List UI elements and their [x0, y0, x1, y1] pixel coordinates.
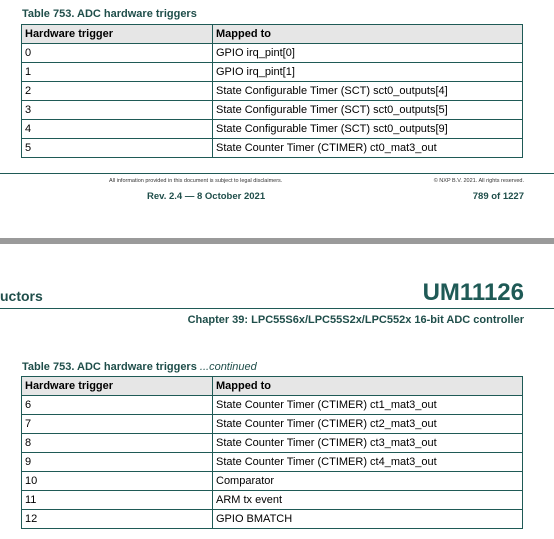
mapped-cell: State Counter Timer (CTIMER) ct4_mat3_out — [213, 453, 523, 472]
trigger-cell: 0 — [22, 44, 213, 63]
column-header-mapped-to: Mapped to — [213, 25, 523, 44]
table-row — [22, 434, 523, 453]
column-header-hardware-trigger: Hardware trigger — [22, 377, 213, 396]
table-row — [22, 453, 523, 472]
mapped-cell: State Configurable Timer (SCT) sct0_outputs[4] — [213, 82, 523, 101]
adc-triggers-table-part2 — [21, 376, 523, 529]
mapped-cell: ARM tx event — [213, 491, 523, 510]
mapped-cell: State Counter Timer (CTIMER) ct0_mat3_out — [213, 139, 523, 158]
table-row — [22, 44, 523, 63]
column-header-mapped-to: Mapped to — [213, 377, 523, 396]
trigger-cell: 8 — [22, 434, 213, 453]
mapped-cell: GPIO irq_pint[0] — [213, 44, 523, 63]
header-chapter: Chapter 39: LPC55S6x/LPC55S2x/LPC552x 16-bit ADC controller — [187, 314, 524, 326]
adc-triggers-table-part1 — [21, 24, 523, 158]
trigger-cell: 12 — [22, 510, 213, 529]
trigger-cell: 6 — [22, 396, 213, 415]
trigger-cell: 9 — [22, 453, 213, 472]
table-caption-continued: ...continued — [199, 361, 257, 373]
table-row — [22, 415, 523, 434]
trigger-cell: 4 — [22, 120, 213, 139]
trigger-cell: 11 — [22, 491, 213, 510]
column-header-hardware-trigger: Hardware trigger — [22, 25, 213, 44]
footer-rule — [0, 173, 554, 174]
table-row — [22, 101, 523, 120]
mapped-cell: State Configurable Timer (SCT) sct0_outputs[5] — [213, 101, 523, 120]
table-row — [22, 510, 523, 529]
table-caption-text: Table 753. ADC hardware triggers — [22, 8, 197, 20]
mapped-cell: Comparator — [213, 472, 523, 491]
footer-revision: Rev. 2.4 — 8 October 2021 — [147, 191, 266, 202]
mapped-cell: State Counter Timer (CTIMER) ct3_mat3_out — [213, 434, 523, 453]
page-break — [0, 238, 554, 244]
footer-copyright: © NXP B.V. 2021. All rights reserved. — [433, 178, 524, 184]
table-row — [22, 491, 523, 510]
header-rule — [0, 308, 554, 309]
table-caption — [22, 8, 197, 20]
mapped-cell: State Counter Timer (CTIMER) ct2_mat3_out — [213, 415, 523, 434]
mapped-cell: State Counter Timer (CTIMER) ct1_mat3_out — [213, 396, 523, 415]
table-row — [22, 139, 523, 158]
mapped-cell: GPIO irq_pint[1] — [213, 63, 523, 82]
mapped-cell: State Configurable Timer (SCT) sct0_outputs[9] — [213, 120, 523, 139]
table-caption — [22, 361, 257, 373]
footer-disclaimer: All information provided in this document is subject to legal disclaimers. — [109, 178, 283, 184]
table-row — [22, 120, 523, 139]
table-row — [22, 63, 523, 82]
trigger-cell: 10 — [22, 472, 213, 491]
table-header-row — [22, 25, 523, 44]
trigger-cell: 5 — [22, 139, 213, 158]
table-header-row — [22, 377, 523, 396]
header-doc-title: uctors — [0, 288, 43, 304]
trigger-cell: 1 — [22, 63, 213, 82]
footer-page-number: 789 of 1227 — [472, 191, 524, 202]
trigger-cell: 3 — [22, 101, 213, 120]
trigger-cell: 2 — [22, 82, 213, 101]
trigger-cell: 7 — [22, 415, 213, 434]
header-doc-id: UM11126 — [422, 279, 524, 306]
table-row — [22, 82, 523, 101]
table-caption-text: Table 753. ADC hardware triggers — [22, 361, 197, 373]
mapped-cell: GPIO BMATCH — [213, 510, 523, 529]
table-row — [22, 396, 523, 415]
table-row — [22, 472, 523, 491]
